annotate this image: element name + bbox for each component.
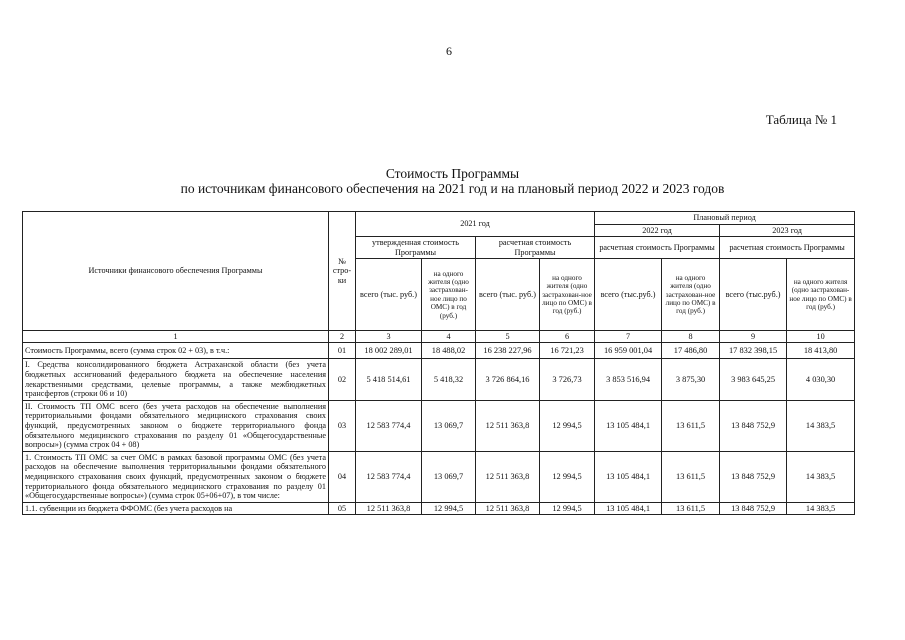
cell-value: 13 611,5 — [662, 502, 720, 515]
header-planned-period: Плановый период — [595, 212, 855, 225]
row-source: Стоимость Программы, всего (сумма строк 02 + 03), в т.ч.: — [23, 343, 329, 359]
page-number: 6 — [446, 44, 452, 58]
cell-value: 13 105 484,1 — [595, 400, 662, 451]
cell-value: 13 611,5 — [662, 400, 720, 451]
cell-value: 13 069,7 — [422, 451, 476, 502]
header-per-capita-col6: на одного жителя (одно застрахован-ное лицо по ОМС) в год (руб.) — [540, 259, 595, 331]
cell-value: 3 875,30 — [662, 359, 720, 400]
row-number: 02 — [329, 359, 356, 400]
table-row — [23, 343, 855, 359]
cell-value: 16 238 227,96 — [476, 343, 540, 359]
column-index: 4 — [422, 331, 476, 343]
cell-value: 13 848 752,9 — [720, 451, 787, 502]
row-number: 04 — [329, 451, 356, 502]
document-title: Стоимость Программы — [385, 166, 520, 181]
column-index: 6 — [540, 331, 595, 343]
row-source: I. Средства консолидированного бюджета Астраханской области (без учета бюджетных ассигнований федерального бюджета на обеспечение населения лекарственными средствами, целевые программы, а также межбюджетных трансфертов (строки 06 и 10) — [23, 359, 329, 400]
header-total-col5: всего (тыс. руб.) — [476, 259, 540, 331]
cell-value: 3 726 864,16 — [476, 359, 540, 400]
column-index: 10 — [787, 331, 855, 343]
cell-value: 13 848 752,9 — [720, 400, 787, 451]
cell-value: 3 853 516,94 — [595, 359, 662, 400]
table-row — [23, 400, 855, 451]
cell-value: 12 511 363,8 — [476, 451, 540, 502]
header-per-capita-col8: на одного жителя (одно застрахован-ное лицо по ОМС) в год (руб.) — [662, 259, 720, 331]
cell-value: 12 994,5 — [422, 502, 476, 515]
header-2021-calculated: расчетная стоимость Программы — [476, 237, 595, 259]
header-per-capita-col4: на одного жителя (одно застрахован-ное лицо по ОМС) в год (руб.) — [422, 259, 476, 331]
header-2021-approved: утвержденная стоимость Программы — [356, 237, 476, 259]
cell-value: 12 583 774,4 — [356, 400, 422, 451]
column-index: 9 — [720, 331, 787, 343]
cell-value: 3 726,73 — [540, 359, 595, 400]
column-index: 5 — [476, 331, 540, 343]
header-2022-calculated: расчетная стоимость Программы — [595, 237, 720, 259]
cell-value: 18 488,02 — [422, 343, 476, 359]
header-2022: 2022 год — [595, 224, 720, 237]
cell-value: 16 721,23 — [540, 343, 595, 359]
cell-value: 12 511 363,8 — [476, 400, 540, 451]
column-index: 7 — [595, 331, 662, 343]
column-index: 2 — [329, 331, 356, 343]
cell-value: 5 418 514,61 — [356, 359, 422, 400]
table-row — [23, 451, 855, 502]
header-per-capita-col10: на одного жителя (одно застрахован-ное лицо по ОМС) в год (руб.) — [787, 259, 855, 331]
cell-value: 13 105 484,1 — [595, 451, 662, 502]
row-number: 05 — [329, 502, 356, 515]
header-2023: 2023 год — [720, 224, 855, 237]
cell-value: 5 418,32 — [422, 359, 476, 400]
cell-value: 12 994,5 — [540, 451, 595, 502]
cell-value: 13 069,7 — [422, 400, 476, 451]
cell-value: 3 983 645,25 — [720, 359, 787, 400]
cell-value: 12 994,5 — [540, 502, 595, 515]
cell-value: 13 611,5 — [662, 451, 720, 502]
table-row — [23, 502, 855, 515]
header-2021: 2021 год — [356, 212, 595, 237]
header-total-col3: всего (тыс. руб.) — [356, 259, 422, 331]
row-source: 1.1. субвенции из бюджета ФФОМС (без учета расходов на — [23, 502, 329, 515]
cell-value: 18 413,80 — [787, 343, 855, 359]
cell-value: 4 030,30 — [787, 359, 855, 400]
column-index: 1 — [23, 331, 329, 343]
row-number: 01 — [329, 343, 356, 359]
table-row — [23, 359, 855, 400]
row-source: 1. Стоимость ТП ОМС за счет ОМС в рамках базовой программы ОМС (без учета расходов на обеспечение выполнения территориальными фондами обязательного медицинского страхования своих функций, предусмотренных законом о бюджете территориального фонда обязательного медицинского страхования по разделу 01 «Общегосударственные вопросы») (сумма строк 05+06+07), в том числе: — [23, 451, 329, 502]
header-total-col9: всего (тыс.руб.) — [720, 259, 787, 331]
cell-value: 18 002 289,01 — [356, 343, 422, 359]
cell-value: 16 959 001,04 — [595, 343, 662, 359]
row-source: II. Стоимость ТП ОМС всего (без учета расходов на обеспечение выполнения территориальными фондами обязательного медицинского страхования своих функций, предусмотренных законом о бюджете территориального фонда обязательного медицинского страхования по разделу 01 «Общегосударственные вопросы») (сумма строк 04 + 08) — [23, 400, 329, 451]
header-row-no: № стро-ки — [329, 212, 356, 331]
header-total-col7: всего (тыс.руб.) — [595, 259, 662, 331]
cell-value: 14 383,5 — [787, 502, 855, 515]
cell-value: 13 105 484,1 — [595, 502, 662, 515]
header-2023-calculated: расчетная стоимость Программы — [720, 237, 855, 259]
cell-value: 17 832 398,15 — [720, 343, 787, 359]
column-index: 3 — [356, 331, 422, 343]
row-number: 03 — [329, 400, 356, 451]
cell-value: 14 383,5 — [787, 400, 855, 451]
cell-value: 13 848 752,9 — [720, 502, 787, 515]
cell-value: 12 511 363,8 — [356, 502, 422, 515]
cell-value: 17 486,80 — [662, 343, 720, 359]
cell-value: 12 511 363,8 — [476, 502, 540, 515]
cell-value: 14 383,5 — [787, 451, 855, 502]
document-subtitle: по источникам финансового обеспечения на 2021 год и на плановый период 2022 и 2023 годов — [180, 181, 725, 196]
table-label: Таблица № 1 — [765, 112, 837, 127]
program-cost-table — [22, 211, 855, 515]
cell-value: 12 994,5 — [540, 400, 595, 451]
header-source: Источники финансового обеспечения Программы — [23, 212, 329, 331]
column-index: 8 — [662, 331, 720, 343]
cell-value: 12 583 774,4 — [356, 451, 422, 502]
